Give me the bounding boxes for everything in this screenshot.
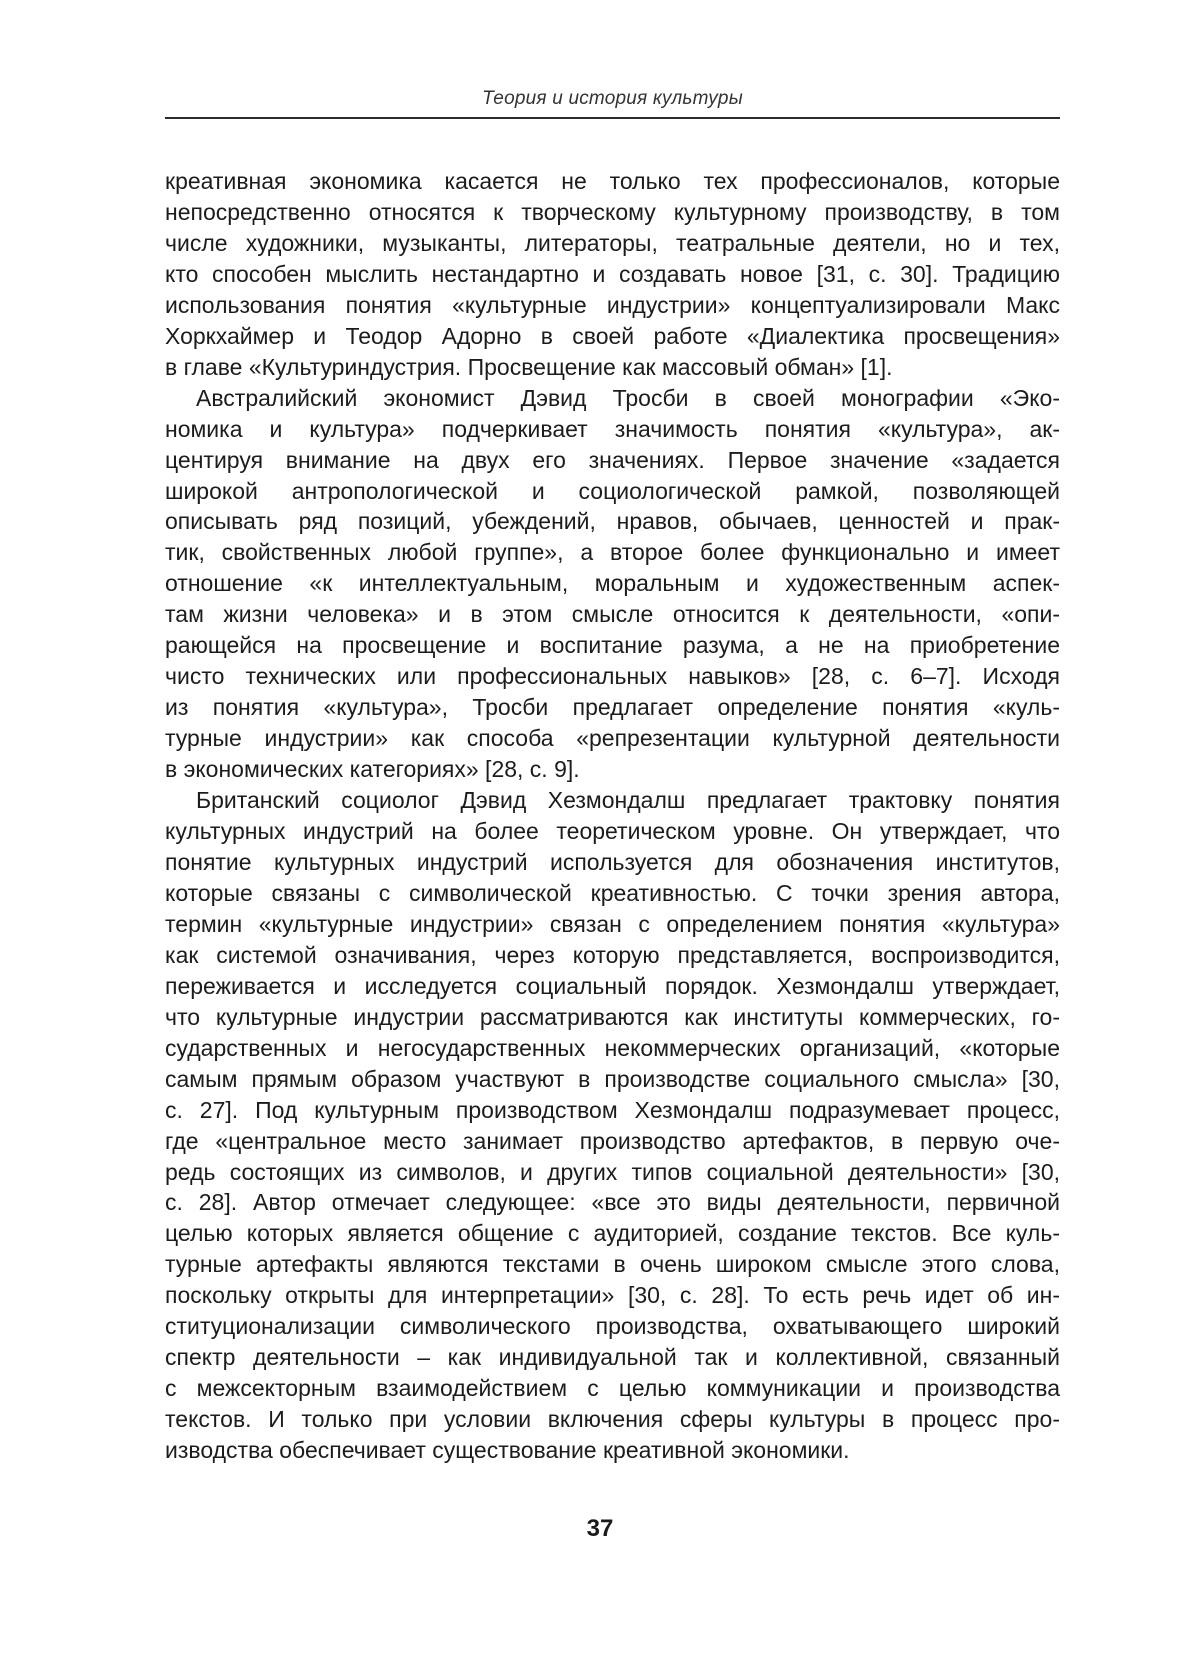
- text-line: изводства обеспечивает существование креативной экономики.: [165, 1437, 850, 1464]
- text-line: в экономических категориях» [28, с. 9].: [165, 756, 580, 783]
- text-line: которые связаны с символической креативностью. С точки зрения автора,: [165, 879, 1060, 906]
- text-line: турные артефакты являются текстами в очень широком смысле этого слова,: [165, 1251, 1060, 1278]
- paragraph-2: [165, 383, 1060, 785]
- header-divider: [165, 117, 1060, 119]
- text-line: переживается и исследуется социальный порядок. Хезмондалш утверждает,: [165, 972, 1060, 999]
- text-line: рающейся на просвещение и воспитание разума, а не на приобретение: [165, 632, 1060, 659]
- text-line: тик, свойственных любой группе», а второе более функционально и имеет: [165, 539, 1060, 566]
- text-line: чисто технических или профессиональных навыков» [28, с. 6–7]. Исходя: [165, 663, 1060, 690]
- text-line: из понятия «культура», Тросби предлагает определение понятия «куль-: [165, 694, 1060, 721]
- paragraph-3: [165, 785, 1060, 1466]
- text-line: Хоркхаймер и Теодор Адорно в своей работе «Диалектика просвещения»: [165, 322, 1060, 349]
- text-line: широкой антропологической и социологической рамкой, позволяющей: [165, 477, 1060, 504]
- text-line: непосредственно относятся к творческому культурному производству, в том: [165, 198, 1060, 225]
- text-line: отношение «к интеллектуальным, моральным и художественным аспек-: [165, 570, 1060, 597]
- text-line: центируя внимание на двух его значениях. Первое значение «задается: [165, 446, 1060, 473]
- text-line: спектр деятельности – как индивидуальной так и коллективной, связанный: [165, 1344, 1060, 1371]
- text-line: поскольку открыты для интерпретации» [30, с. 28]. То есть речь идет об ин-: [165, 1282, 1060, 1309]
- text-line: Британский социолог Дэвид Хезмондалш предлагает трактовку понятия: [196, 787, 1060, 814]
- text-line: использования понятия «культурные индустрии» концептуализировали Макс: [165, 291, 1060, 318]
- text-line: ституционализации символического производства, охватывающего широкий: [165, 1313, 1060, 1340]
- text-line: целью которых является общение с аудиторией, создание текстов. Все куль-: [165, 1220, 1060, 1247]
- text-line: редь состоящих из символов, и других типов социальной деятельности» [30,: [165, 1158, 1060, 1185]
- text-line: кто способен мыслить нестандартно и создавать новое [31, с. 30]. Традицию: [165, 260, 1060, 287]
- text-line: числе художники, музыканты, литераторы, театральные деятели, но и тех,: [165, 229, 1060, 256]
- text-line: сударственных и негосударственных некоммерческих организаций, «которые: [165, 1034, 1060, 1061]
- body-text: [165, 166, 1060, 1466]
- text-line: описывать ряд позиций, убеждений, нравов, обычаев, ценностей и прак-: [165, 508, 1060, 535]
- text-line: креативная экономика касается не только тех профессионалов, которые: [165, 168, 1060, 194]
- text-line: самым прямым образом участвуют в производстве социального смысла» [30,: [165, 1065, 1060, 1092]
- text-line: с межсекторным взаимодействием с целью коммуникации и производства: [165, 1375, 1060, 1402]
- page-number: 37: [586, 1515, 614, 1542]
- text-line: Австралийский экономист Дэвид Тросби в своей монографии «Эко-: [196, 384, 1060, 411]
- text-line: турные индустрии» как способа «репрезентации культурной деятельности: [165, 725, 1060, 752]
- text-line: где «центральное место занимает производство артефактов, в первую оче-: [165, 1127, 1060, 1154]
- text-line: понятие культурных индустрий используется для обозначения институтов,: [165, 848, 1060, 875]
- text-line: номика и культура» подчеркивает значимость понятия «культура», ак-: [165, 415, 1060, 442]
- text-line: в главе «Культуриндустрия. Просвещение как массовый обман» [1].: [165, 353, 893, 380]
- text-line: как системой означивания, через которую представляется, воспроизводится,: [165, 941, 1060, 968]
- text-line: культурных индустрий на более теоретическом уровне. Он утверждает, что: [165, 818, 1060, 845]
- paragraph-1: [165, 166, 1060, 383]
- text-line: с. 28]. Автор отмечает следующее: «все это виды деятельности, первичной: [165, 1189, 1060, 1216]
- text-line: текстов. И только при условии включения сферы культуры в процесс про-: [165, 1406, 1060, 1433]
- text-line: там жизни человека» и в этом смысле относится к деятельности, «опи-: [165, 601, 1060, 628]
- text-line: термин «культурные индустрии» связан с определением понятия «культура»: [165, 910, 1060, 937]
- running-header: Теория и история культуры: [482, 88, 743, 109]
- text-line: что культурные индустрии рассматриваются как институты коммерческих, го-: [165, 1003, 1060, 1030]
- text-line: с. 27]. Под культурным производством Хезмондалш подразумевает процесс,: [165, 1096, 1060, 1123]
